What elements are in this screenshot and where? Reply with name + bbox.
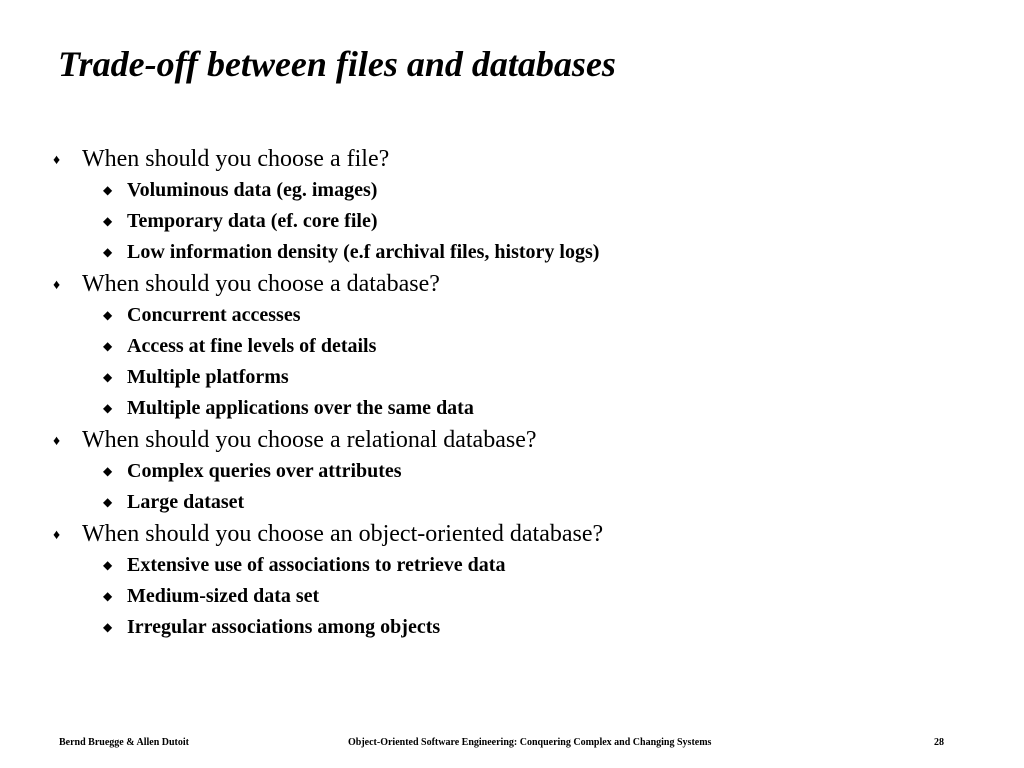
question-text: When should you choose a relational database? bbox=[82, 427, 537, 453]
diamond-subbullet-icon: ◆ bbox=[103, 401, 113, 415]
diamond-subbullet-icon: ◆ bbox=[103, 464, 113, 478]
answer-text: Large dataset bbox=[127, 491, 245, 513]
diamond-subbullet-icon: ◆ bbox=[103, 245, 113, 259]
answer-item bbox=[0, 362, 1024, 393]
diamond-subbullet-icon: ◆ bbox=[103, 214, 113, 228]
answer-item bbox=[0, 300, 1024, 331]
slide-title: Trade-off between files and databases bbox=[58, 44, 616, 84]
diamond-subbullet-icon: ◆ bbox=[103, 589, 113, 603]
diamond-bullet-icon: ♦ bbox=[53, 528, 61, 543]
question-item bbox=[0, 268, 1024, 300]
answer-text: Complex queries over attributes bbox=[127, 460, 402, 482]
answer-text: Extensive use of associations to retrieve data bbox=[127, 554, 506, 576]
answer-text: Multiple platforms bbox=[127, 366, 289, 388]
answer-text: Temporary data (ef. core file) bbox=[127, 210, 378, 232]
diamond-subbullet-icon: ◆ bbox=[103, 339, 113, 353]
answer-item bbox=[0, 456, 1024, 487]
question-text: When should you choose a file? bbox=[82, 146, 390, 172]
diamond-bullet-icon: ♦ bbox=[53, 278, 61, 293]
question-item bbox=[0, 143, 1024, 175]
answer-item bbox=[0, 487, 1024, 518]
question-text: When should you choose a database? bbox=[82, 271, 440, 297]
diamond-bullet-icon: ♦ bbox=[53, 153, 61, 168]
answer-text: Access at fine levels of details bbox=[127, 335, 377, 357]
answer-item bbox=[0, 612, 1024, 643]
answer-item bbox=[0, 393, 1024, 424]
diamond-subbullet-icon: ◆ bbox=[103, 558, 113, 572]
diamond-subbullet-icon: ◆ bbox=[103, 620, 113, 634]
footer-page-number: 28 bbox=[934, 737, 944, 748]
diamond-subbullet-icon: ◆ bbox=[103, 183, 113, 197]
question-text: When should you choose an object-oriented database? bbox=[82, 521, 604, 547]
answer-text: Voluminous data (eg. images) bbox=[127, 179, 378, 201]
footer-authors: Bernd Bruegge & Allen Dutoit bbox=[59, 737, 189, 748]
answer-text: Low information density (e.f archival files, history logs) bbox=[127, 241, 600, 263]
diamond-subbullet-icon: ◆ bbox=[103, 495, 113, 509]
diamond-bullet-icon: ♦ bbox=[53, 434, 61, 449]
question-item bbox=[0, 424, 1024, 456]
answer-text: Concurrent accesses bbox=[127, 304, 301, 326]
answer-item bbox=[0, 175, 1024, 206]
answer-item bbox=[0, 581, 1024, 612]
diamond-subbullet-icon: ◆ bbox=[103, 370, 113, 384]
answer-item bbox=[0, 550, 1024, 581]
answer-item bbox=[0, 237, 1024, 268]
answer-text: Multiple applications over the same data bbox=[127, 397, 474, 419]
answer-item bbox=[0, 331, 1024, 362]
answer-item bbox=[0, 206, 1024, 237]
question-item bbox=[0, 518, 1024, 550]
answer-text: Medium-sized data set bbox=[127, 585, 320, 607]
bullet-list bbox=[0, 143, 1024, 643]
footer-book-title: Object-Oriented Software Engineering: Conquering Complex and Changing Systems bbox=[348, 737, 712, 748]
answer-text: Irregular associations among objects bbox=[127, 616, 441, 638]
diamond-subbullet-icon: ◆ bbox=[103, 308, 113, 322]
